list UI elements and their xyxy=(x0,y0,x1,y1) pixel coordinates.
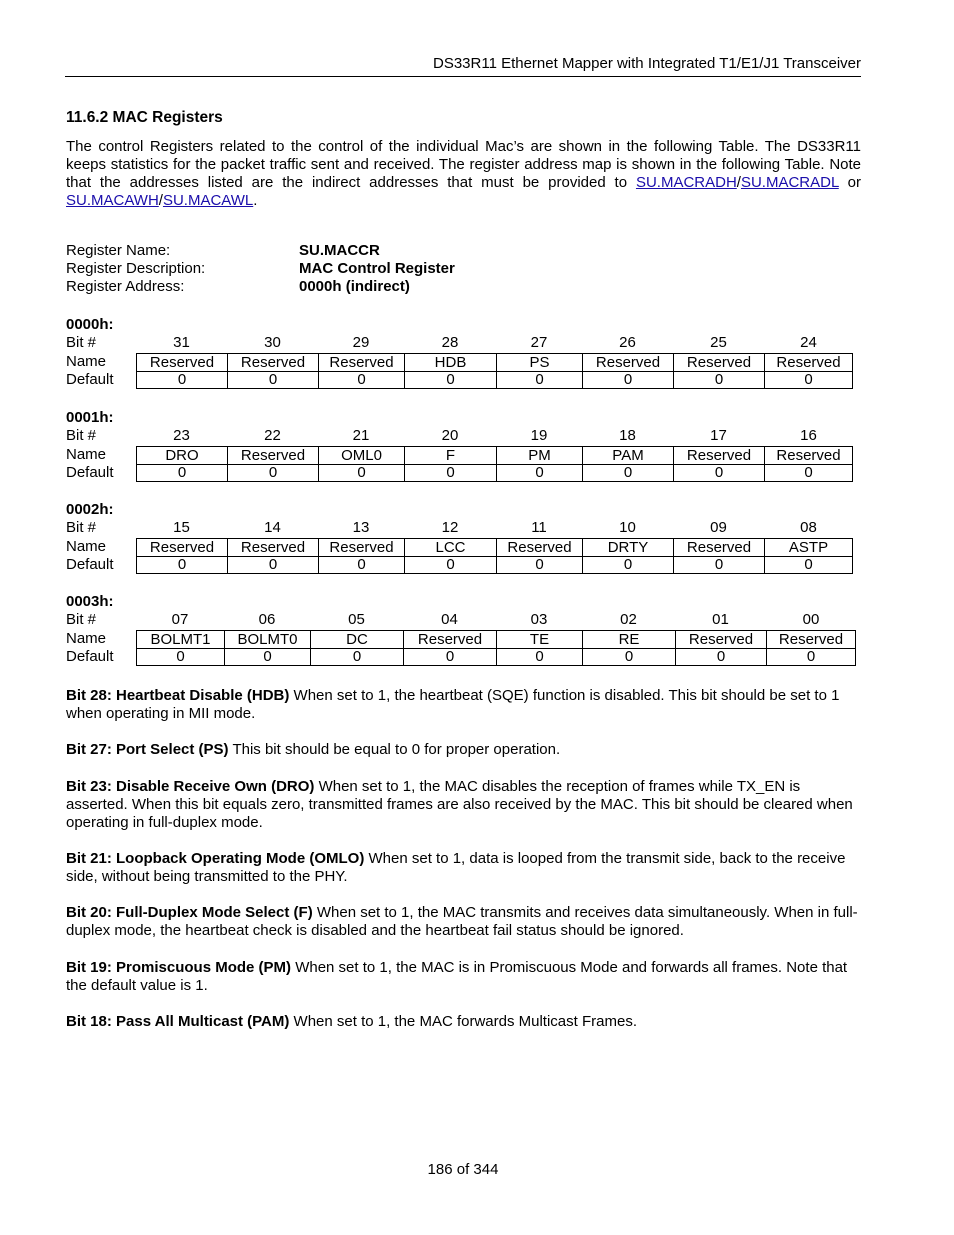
bit-number-row xyxy=(66,334,866,353)
bit-default-cell: 0 xyxy=(582,464,673,482)
bit-default-cell: 0 xyxy=(673,371,764,389)
bit-number-cell: 00 xyxy=(802,611,820,628)
bit-number-row-label: Bit # xyxy=(66,427,97,444)
bit-name-row-label: Name xyxy=(66,352,107,370)
bit-description-text: When set to 1, the MAC disables the reception of frames while TX_EN is asserted. When this bit equals zero, transmitted frames are also received by the MAC. This bit should be cleared when operating in full-duplex mode. xyxy=(66,778,853,831)
bit-default-cell: 0 xyxy=(764,556,853,574)
bit-default-row-label: Default xyxy=(66,648,114,665)
bit-default-cell: 0 xyxy=(766,648,856,666)
bit-number-cell: 19 xyxy=(530,427,548,444)
bit-number-cell: 20 xyxy=(441,427,459,444)
bit-name-cell: Reserved xyxy=(136,538,227,557)
bit-name-cell: Reserved xyxy=(764,353,853,372)
bit-number-cell: 18 xyxy=(619,427,636,444)
bit-name-row-label: Name xyxy=(66,537,107,555)
bit-default-row-label: Default xyxy=(66,371,114,388)
bit-number-cell: 04 xyxy=(441,611,458,628)
bit-default-cell: 0 xyxy=(318,371,404,389)
bit-number-cell: 05 xyxy=(348,611,365,628)
bit-number-cell: 10 xyxy=(619,519,636,536)
bit-default-cell: 0 xyxy=(764,464,853,482)
bit-number-cell: 01 xyxy=(712,611,729,628)
bit-default-row-label: Default xyxy=(66,464,114,481)
bit-default-cell: 0 xyxy=(496,556,582,574)
bit-default-cell: 0 xyxy=(136,464,227,482)
bit-default-cell: 0 xyxy=(404,556,496,574)
bit-number-cell: 07 xyxy=(171,611,189,628)
register-description-value: MAC Control Register xyxy=(299,260,455,277)
bit-name-cell: BOLMT0 xyxy=(224,630,310,649)
bit-name-cell: Reserved xyxy=(673,538,764,557)
bit-name-cell: PM xyxy=(496,446,582,465)
bit-description xyxy=(66,741,861,759)
bit-name-cell: BOLMT1 xyxy=(136,630,224,649)
bit-default-cell: 0 xyxy=(136,371,227,389)
bit-name-cell: DC xyxy=(310,630,403,649)
register-description-label: Register Description: xyxy=(66,260,206,277)
bit-number-cell: 31 xyxy=(173,334,190,351)
bit-description-title: Bit 20: Full-Duplex Mode Select (F) xyxy=(66,904,313,921)
bit-name-row xyxy=(66,353,866,372)
bit-default-row xyxy=(66,556,866,575)
register-block-address: 0001h: xyxy=(66,409,114,426)
register-block-address: 0003h: xyxy=(66,593,114,610)
register-block-address: 0000h: xyxy=(66,316,114,333)
register-name-row xyxy=(66,242,455,260)
register-address-value: 0000h (indirect) xyxy=(299,278,410,295)
bit-name-cell: Reserved xyxy=(766,630,856,649)
bit-number-row-label: Bit # xyxy=(66,519,97,536)
bit-default-cell: 0 xyxy=(403,648,496,666)
bit-default-cell: 0 xyxy=(404,371,496,389)
page-header: DS33R11 Ethernet Mapper with Integrated T1/E1/J1 Transceiver xyxy=(432,55,861,72)
bit-description-text: This bit should be equal to 0 for proper operation. xyxy=(228,741,561,758)
bit-default-cell: 0 xyxy=(318,464,404,482)
register-info xyxy=(66,242,455,296)
bit-number-cell: 30 xyxy=(264,334,281,351)
register-address-row xyxy=(66,278,455,296)
bit-name-cell: F xyxy=(404,446,496,465)
bit-description xyxy=(66,778,861,832)
bit-number-cell: 17 xyxy=(710,427,727,444)
bit-description-title: Bit 23: Disable Receive Own (DRO) xyxy=(66,778,315,795)
bit-name-row xyxy=(66,446,866,465)
bit-number-cell: 08 xyxy=(800,519,817,536)
bit-number-cell: 25 xyxy=(710,334,727,351)
bit-name-cell: PAM xyxy=(582,446,673,465)
bit-number-row-label: Bit # xyxy=(66,611,97,628)
intro-sep-2: / xyxy=(158,192,163,209)
bit-description-text: When set to 1, the MAC forwards Multicast Frames. xyxy=(289,1013,637,1030)
intro-paragraph xyxy=(66,138,861,210)
bit-number-row xyxy=(66,611,866,630)
bit-default-cell: 0 xyxy=(227,371,318,389)
bit-number-cell: 28 xyxy=(441,334,459,351)
bit-name-cell: Reserved xyxy=(673,446,764,465)
bit-default-cell: 0 xyxy=(582,371,673,389)
bit-description-text: When set to 1, the heartbeat (SQE) function is disabled. This bit should be set to 1 when operating in MII mode. xyxy=(66,687,840,722)
register-name-value: SU.MACCR xyxy=(299,242,380,259)
bit-number-row xyxy=(66,519,866,538)
bit-number-cell: 14 xyxy=(264,519,281,536)
section-title: 11.6.2 MAC Registers xyxy=(66,109,223,126)
bit-name-cell: Reserved xyxy=(582,353,673,372)
bit-number-cell: 03 xyxy=(530,611,548,628)
bit-description xyxy=(66,959,861,995)
bit-name-row xyxy=(66,630,866,649)
link-su-macradl[interactable]: SU.MACRADL xyxy=(740,174,839,191)
bit-number-row xyxy=(66,427,866,446)
bit-number-cell: 23 xyxy=(173,427,190,444)
register-block xyxy=(66,593,866,667)
bit-number-row-label: Bit # xyxy=(66,334,97,351)
bit-default-cell: 0 xyxy=(227,464,318,482)
register-name-label: Register Name: xyxy=(66,242,171,259)
bit-description-title: Bit 19: Promiscuous Mode (PM) xyxy=(66,959,292,976)
intro-text-2: or xyxy=(838,174,861,191)
bit-description-text: When set to 1, data is looped from the transmit side, back to the receive side, without being transmitted to the PHY. xyxy=(66,850,846,885)
bit-number-cell: 09 xyxy=(710,519,727,536)
bit-name-cell: DRO xyxy=(136,446,227,465)
bit-name-cell: ASTP xyxy=(764,538,853,557)
bit-number-cell: 26 xyxy=(619,334,636,351)
register-block xyxy=(66,501,866,575)
bit-number-cell: 29 xyxy=(352,334,370,351)
bit-name-cell: Reserved xyxy=(227,446,318,465)
bit-default-cell: 0 xyxy=(227,556,318,574)
bit-default-cell: 0 xyxy=(496,371,582,389)
bit-description xyxy=(66,1013,861,1031)
bit-default-cell: 0 xyxy=(496,648,582,666)
bit-description-text: When set to 1, the MAC is in Promiscuous Mode and forwards all frames. Note that the default value is 1. xyxy=(66,959,848,994)
bit-description-title: Bit 21: Loopback Operating Mode (OMLO) xyxy=(66,850,365,867)
bit-name-cell: Reserved xyxy=(227,353,318,372)
bit-name-cell: Reserved xyxy=(318,538,404,557)
register-block xyxy=(66,316,866,390)
bit-default-row xyxy=(66,648,866,667)
intro-text-3: . xyxy=(253,192,258,209)
bit-name-cell: TE xyxy=(496,630,582,649)
bit-name-cell: Reserved xyxy=(227,538,318,557)
bit-number-cell: 21 xyxy=(352,427,370,444)
bit-default-row xyxy=(66,371,866,390)
bit-name-cell: PS xyxy=(496,353,582,372)
bit-number-cell: 12 xyxy=(441,519,459,536)
bit-number-cell: 06 xyxy=(258,611,276,628)
bit-default-row xyxy=(66,464,866,483)
bit-name-cell: HDB xyxy=(404,353,496,372)
bit-name-row-label: Name xyxy=(66,445,107,463)
bit-description-title: Bit 28: Heartbeat Disable (HDB) xyxy=(66,687,290,704)
bit-description-text: When set to 1, the MAC transmits and receives data simultaneously. When in full-duplex mode, the heartbeat check is disabled and the heartbeat fail status should be ignored. xyxy=(66,904,858,939)
bit-name-cell: OML0 xyxy=(318,446,404,465)
bit-description-title: Bit 18: Pass All Multicast (PAM) xyxy=(66,1013,290,1030)
bit-number-cell: 13 xyxy=(352,519,370,536)
page-number: 186 of 344 xyxy=(427,1161,499,1178)
bit-name-cell: DRTY xyxy=(582,538,673,557)
bit-default-cell: 0 xyxy=(673,556,764,574)
bit-number-cell: 02 xyxy=(620,611,637,628)
bit-default-cell: 0 xyxy=(318,556,404,574)
register-block xyxy=(66,409,866,483)
link-su-macawl[interactable]: SU.MACAWL xyxy=(162,192,254,209)
bit-default-cell: 0 xyxy=(136,556,227,574)
bit-default-cell: 0 xyxy=(310,648,403,666)
bit-name-cell: Reserved xyxy=(675,630,766,649)
bit-number-cell: 15 xyxy=(173,519,190,536)
bit-default-cell: 0 xyxy=(224,648,310,666)
link-su-macawh[interactable]: SU.MACAWH xyxy=(66,192,159,209)
bit-name-cell: Reserved xyxy=(764,446,853,465)
intro-text-1: The control Registers related to the control of the individual Mac’s are shown in the following Table. The DS33R11 keeps statistics for the packet traffic sent and received. The register address map is shown in the following Table. Note that the addresses listed are the indirect addresses that must be provided to xyxy=(66,138,861,191)
bit-description-title: Bit 27: Port Select (PS) xyxy=(66,741,229,758)
bit-name-row-label: Name xyxy=(66,629,107,647)
bit-default-row-label: Default xyxy=(66,556,114,573)
link-su-macradh[interactable]: SU.MACRADH xyxy=(635,174,737,191)
register-block-address: 0002h: xyxy=(66,501,114,518)
bit-description xyxy=(66,687,861,723)
bit-default-cell: 0 xyxy=(675,648,766,666)
bit-number-cell: 11 xyxy=(531,519,547,536)
bit-description xyxy=(66,904,861,940)
bit-default-cell: 0 xyxy=(582,556,673,574)
bit-default-cell: 0 xyxy=(136,648,224,666)
bit-name-cell: Reserved xyxy=(496,538,582,557)
register-description-row xyxy=(66,260,455,278)
bit-name-cell: RE xyxy=(582,630,675,649)
bit-default-cell: 0 xyxy=(764,371,853,389)
bit-number-cell: 22 xyxy=(264,427,281,444)
bit-name-cell: Reserved xyxy=(318,353,404,372)
header-rule xyxy=(65,76,861,77)
bit-default-cell: 0 xyxy=(404,464,496,482)
bit-default-cell: 0 xyxy=(582,648,675,666)
bit-name-cell: LCC xyxy=(404,538,496,557)
bit-default-cell: 0 xyxy=(496,464,582,482)
bit-name-cell: Reserved xyxy=(403,630,496,649)
bit-number-cell: 27 xyxy=(530,334,548,351)
register-address-label: Register Address: xyxy=(66,278,185,295)
intro-sep-1: / xyxy=(736,174,741,191)
bit-name-row xyxy=(66,538,866,557)
bit-description xyxy=(66,850,861,886)
bit-number-cell: 16 xyxy=(800,427,817,444)
bit-name-cell: Reserved xyxy=(673,353,764,372)
bit-default-cell: 0 xyxy=(673,464,764,482)
bit-name-cell: Reserved xyxy=(136,353,227,372)
bit-number-cell: 24 xyxy=(800,334,817,351)
